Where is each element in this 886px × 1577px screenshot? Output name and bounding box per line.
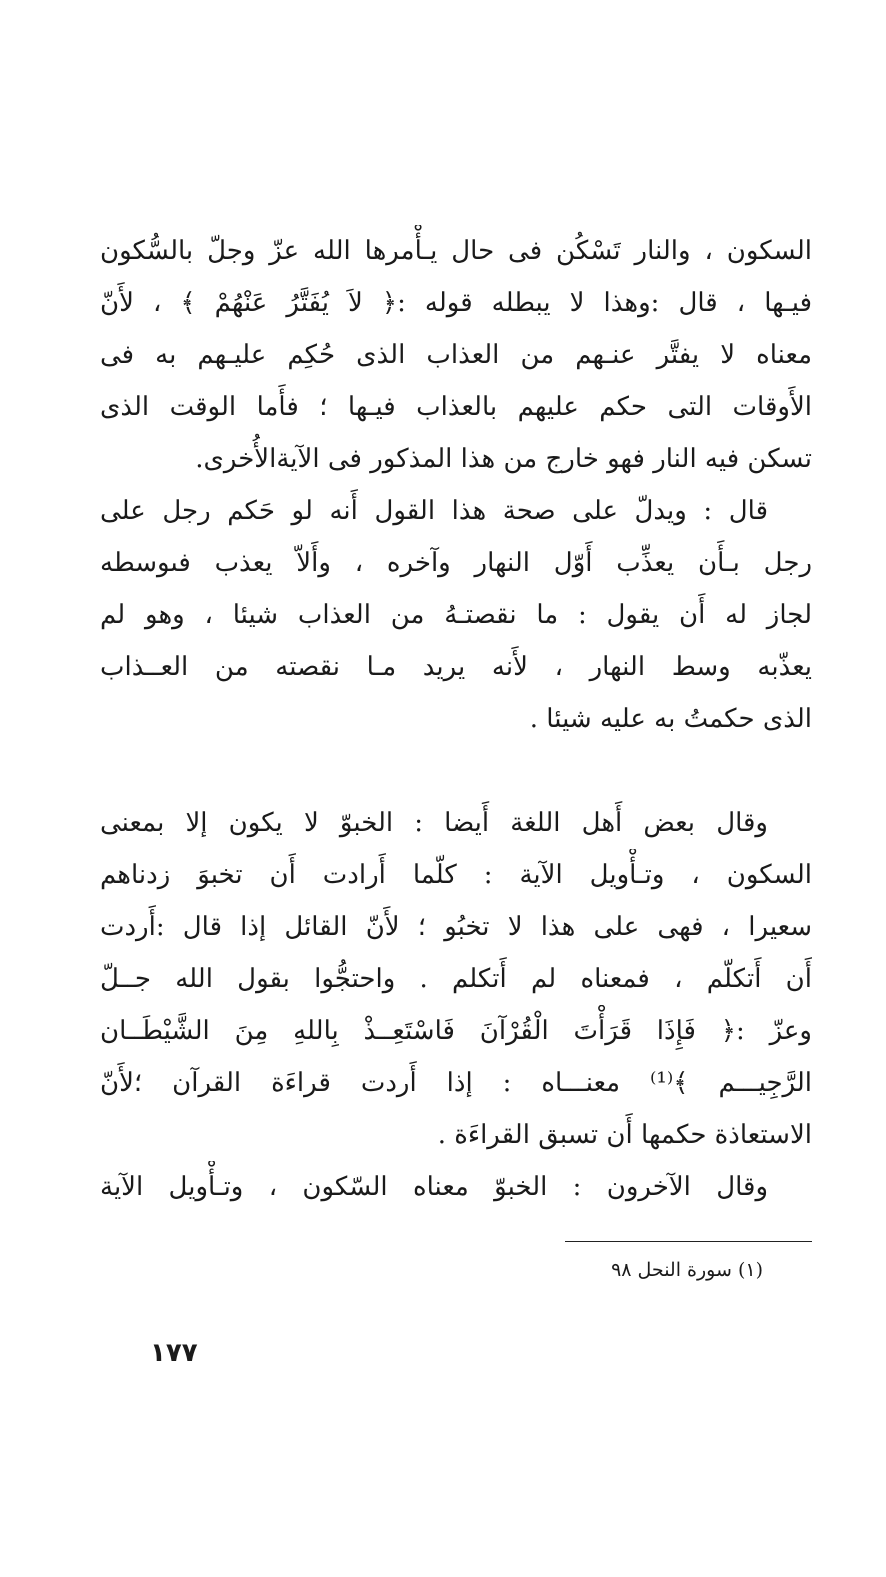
text-line: الرَّجِيـــم ﴾⁽¹⁾ معنـــاه : إذا أَردت قراءَة القرآن ؛لأَنّ (100, 1068, 812, 1098)
text-line: أَن أَتكلّم ، فمعناه لم أَتكلم . واحتجُّوا بقول الله جــلّ (100, 964, 812, 994)
text-line: السكون ، والنار تَسْكُن فى حال يـأْمرها الله عزّ وجلّ بالسُّكون (100, 236, 812, 266)
text-line: سعيرا ، فهى على هذا لا تخبُو ؛ لأَنّ القائل إذا قال :أَردت (100, 912, 812, 942)
text-line: لجاز له أَن يقول : ما نقصتـهُ من العذاب شيئا ، وهو لم (100, 600, 812, 630)
text-line: فيـها ، قال :وهذا لا يبطله قوله :﴿ لاَ يُفَتَّرُ عَنْهُمْ ﴾ ، لأَنّ (100, 288, 812, 318)
text-line: الذى حكمتُ به عليه شيئا . (529, 704, 812, 734)
footnote-divider (565, 1241, 812, 1242)
text-line: وقال الآخرون : الخبوّ معناه السّكون ، وتـأْويل الآية (100, 1172, 768, 1202)
text-line: وقال بعض أَهل اللغة أَيضا : الخبوّ لا يكون إلا بمعنى (100, 808, 768, 838)
text-line: معناه لا يفتَّر عنـهم من العذاب الذى حُكِم عليـهم به فى (100, 340, 812, 370)
text-line: يعذّبه وسط النهار ، لأَنه يريد مـا نقصته من العــذاب (100, 652, 812, 682)
paragraph-3 (100, 797, 812, 1161)
paragraph-4 (100, 1161, 812, 1213)
text-line: وعزّ :﴿ فَإِذَا قَرَأْتَ الْقُرْآنَ فَاسْتَعِــذْ بِاللهِ مِنَ الشَّيْطَــان (100, 1016, 812, 1046)
text-line: رجل بـأَن يعذِّب أَوّل النهار وآخره ، وأَلاّ يعذب فىوسطه (100, 548, 812, 578)
footnote: (١) سورة النحل ٩٨ (611, 1259, 763, 1281)
paragraph-2 (100, 485, 812, 745)
paragraph-1 (100, 225, 812, 485)
text-line: السكون ، وتـأْويل الآية : كلّما أَرادت أَن تخبوَ زدناهم (100, 860, 812, 890)
text-line: تسكن فيه النار فهو خارج من هذا المذكور فى الآيةالأُخرى. (195, 444, 812, 474)
text-line: الأَوقات التى حكم عليهم بالعذاب فيـها ؛ فأَما الوقت الذى (100, 392, 812, 422)
text-line: قال : ويدلّ على صحة هذا القول أَنه لو حَكم رجل على (100, 496, 768, 526)
page-number: ١٧٧ (150, 1338, 198, 1368)
text-line: الاستعاذة حكمها أَن تسبق القراءَة . (437, 1120, 812, 1150)
